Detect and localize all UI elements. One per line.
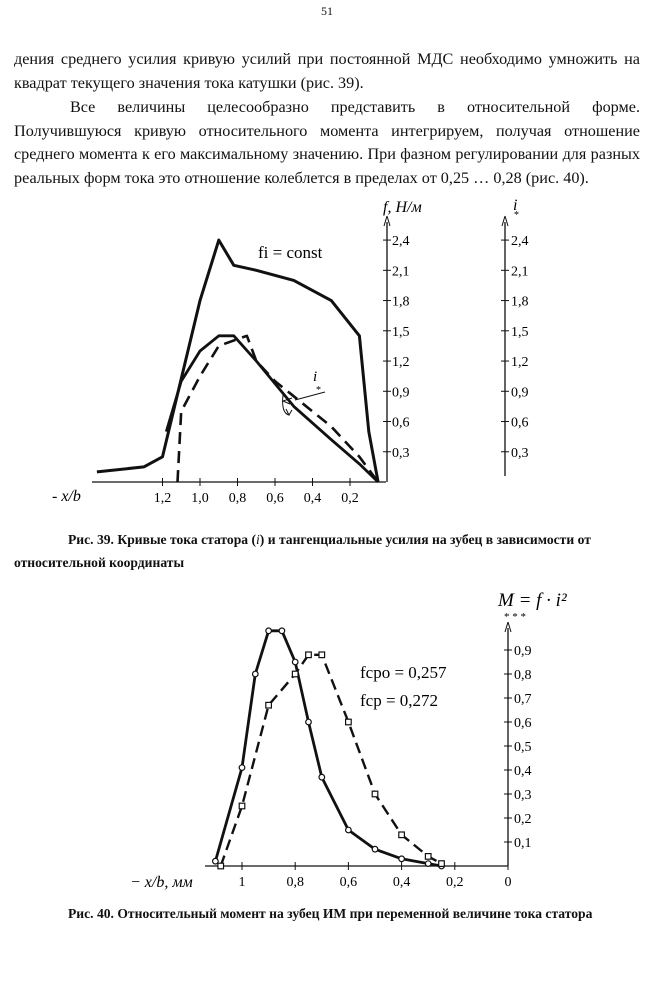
fig40-caption: Рис. 40. Относительный момент на зубец ИМ при переменной величине тока статора bbox=[68, 906, 593, 921]
fig39-y-tick-label: 2,4 bbox=[392, 234, 410, 250]
fig40-marker-square bbox=[218, 863, 224, 869]
fig40-marker-square bbox=[439, 861, 445, 867]
i-curve-star: * bbox=[316, 385, 321, 396]
fig40-marker-circle bbox=[253, 671, 259, 677]
fig40-marker-circle bbox=[319, 774, 325, 780]
fig40-x-tick-label: 1 bbox=[238, 875, 246, 890]
fig39-y-tick-label: 1,5 bbox=[392, 324, 410, 340]
fig39-x-tick-label: 1,0 bbox=[191, 491, 209, 506]
fig40-formula-stars: * * * bbox=[504, 611, 526, 623]
fig39-y-tick-label: 0,9 bbox=[392, 385, 410, 401]
fig40-marker-square bbox=[319, 652, 325, 658]
f-axis-label: f, Н/м bbox=[383, 199, 422, 216]
fig40-marker-circle bbox=[306, 719, 312, 725]
fig40-y-tick-label: 0,9 bbox=[514, 644, 532, 659]
fig39-caption-post: ) и тангенциальные усилия на зубец в зависимости от относительной координаты bbox=[14, 532, 591, 570]
fig40-y-tick-label: 0,2 bbox=[514, 812, 532, 827]
fig40-formula: M = f · i² bbox=[498, 590, 567, 611]
paragraph-2-text: Все величины целесообразно представить в относительной форме. Получившуюся кривую относительного момента интегрируем, получая отношение среднего момента к его максимальному значению. При фазном регулировании для разных реальных форм тока это отношение колеблется в пределах от 0,25 … 0,28 (рис. 40). bbox=[14, 98, 640, 187]
fig40-x-tick-label: 0,6 bbox=[339, 875, 358, 890]
fig39-x-tick-label: 1,2 bbox=[153, 491, 172, 506]
i-axis-label: i bbox=[513, 197, 518, 214]
fig40-marker-circle bbox=[425, 861, 431, 867]
fig40-y-tick-label: 0,4 bbox=[514, 764, 532, 779]
fig39-x-tick-label: 0,2 bbox=[341, 491, 359, 506]
fig39-y-tick-label: 2,1 bbox=[392, 264, 410, 280]
fig39-i-tick-label: 1,8 bbox=[511, 294, 529, 310]
fig39-i-tick-label: 0,9 bbox=[511, 385, 529, 401]
fcp-label: fср = 0,272 bbox=[360, 691, 439, 710]
fig40-y-tick-label: 0,5 bbox=[514, 740, 532, 755]
fig40-marker-circle bbox=[279, 628, 285, 634]
paragraph-1-text: дения среднего усилия кривую усилий при постоянной МДС необходимо умножить на квадрат текущего значения тока катушки (рис. 39). bbox=[14, 50, 640, 92]
fig39-x-tick-label: 0,8 bbox=[228, 491, 247, 506]
fig40-marker-square bbox=[306, 652, 312, 658]
fcpo-label: fсро = 0,257 bbox=[360, 663, 447, 682]
page-number: 51 bbox=[321, 4, 333, 18]
fig40-marker-circle bbox=[372, 846, 378, 852]
curve-label-fi: fi = const bbox=[258, 243, 323, 262]
fig40-marker-circle bbox=[266, 628, 272, 634]
fig39-i-tick-label: 0,3 bbox=[511, 445, 529, 461]
fig40-xlabel: − x/b, мм bbox=[130, 874, 193, 891]
fig40-x-tick-label: 0,8 bbox=[286, 875, 304, 890]
fig40-marker-square bbox=[372, 791, 378, 797]
fig40-marker-circle bbox=[292, 659, 298, 665]
fig40-marker-square bbox=[292, 671, 298, 677]
fig40-x-tick-label: 0 bbox=[504, 875, 512, 890]
fig39-i-tick-label: 0,6 bbox=[511, 415, 529, 431]
i-axis-star: * bbox=[514, 210, 519, 221]
fig40-marker-square bbox=[266, 702, 272, 708]
fig39-y-tick-label: 0,3 bbox=[392, 445, 410, 461]
fig40-y-tick-label: 0,7 bbox=[514, 692, 532, 707]
fig39-y-tick-label: 1,2 bbox=[392, 355, 410, 371]
fig40-marker-square bbox=[425, 854, 431, 860]
fig40-marker-circle bbox=[399, 856, 405, 862]
fig40-y-tick-label: 0,1 bbox=[514, 836, 532, 851]
fig39-x-tick-label: 0,6 bbox=[266, 491, 284, 506]
fig39-i-tick-label: 2,1 bbox=[511, 264, 529, 280]
fig39-xlabel: - x/b bbox=[52, 488, 81, 505]
fig39-i-tick-label: 1,2 bbox=[511, 355, 529, 371]
fig39-i-tick-label: 2,4 bbox=[511, 234, 529, 250]
fig39-caption-pre: Рис. 39. Кривые тока статора ( bbox=[68, 532, 257, 547]
i-curve-label: i bbox=[313, 369, 318, 385]
fig40-y-tick-label: 0,8 bbox=[514, 668, 532, 683]
fig39-y-tick-label: 1,8 bbox=[392, 294, 410, 310]
fig40-x-tick-label: 0,4 bbox=[392, 875, 411, 890]
fig40-marker-circle bbox=[346, 827, 352, 833]
fig40-marker-square bbox=[399, 832, 405, 838]
fig40-marker-circle bbox=[239, 765, 245, 771]
fig40-marker-square bbox=[346, 719, 352, 725]
fig40-y-tick-label: 0,6 bbox=[514, 716, 532, 731]
fig40-x-tick-label: 0,2 bbox=[446, 875, 464, 890]
fig39-caption-sym: i bbox=[256, 532, 260, 547]
fig39-x-tick-label: 0,4 bbox=[303, 491, 322, 506]
fig40-marker-square bbox=[239, 803, 245, 809]
fig39-i-tick-label: 1,5 bbox=[511, 324, 529, 340]
fig40-y-tick-label: 0,3 bbox=[514, 788, 532, 803]
fig39-y-tick-label: 0,6 bbox=[392, 415, 410, 431]
